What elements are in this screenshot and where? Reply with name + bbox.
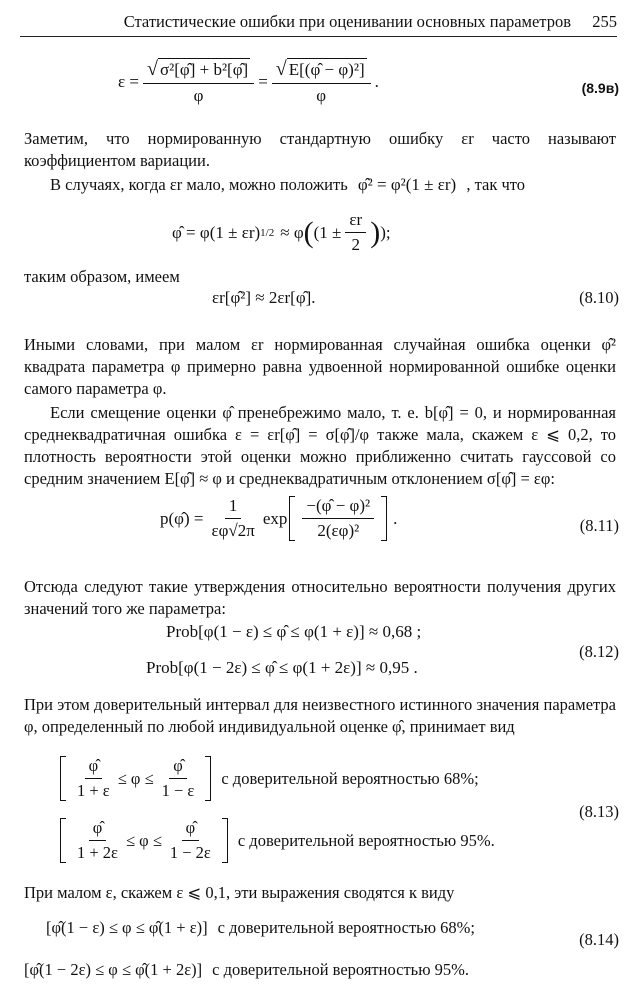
eq-8-10-number: (8.10): [579, 288, 619, 307]
eq-8-9v-number: (8.9в): [581, 80, 619, 96]
eq-8-11-trail: .: [393, 508, 398, 528]
para2-text: В случаях, когда εr мало, можно положить: [50, 175, 348, 194]
paragraph-small-epsilon: При малом ε, скажем ε ⩽ 0,1, эти выражения сводятся к виду: [24, 883, 455, 902]
eq-8-11-den: εφ√2π: [211, 521, 255, 540]
equation-8-11: [0, 496, 639, 566]
eq-8-13-a-mid: ≤ φ ≤: [117, 768, 154, 788]
eq-8-14-row-2: [24, 960, 469, 980]
eq-8-11-fraction: [207, 496, 258, 541]
eq-8-9v-lhs: ε =: [118, 72, 139, 91]
eq-approx-open: (1 ±: [313, 222, 342, 242]
eq-8-9v-fraction-2: $\frac{\text{√ E[(φ̂ − φ)²]}}{\varphi}$: [272, 58, 371, 106]
eq-approx-den: 2: [351, 235, 361, 254]
equation-approximation: φ̂ = φ(1 ± εr) 1/2 ≈ φ ( (1 ± $\frac{\varepsilon r}{2}$ ) );: [172, 210, 391, 254]
running-head: Статистические ошибки при оценивании основных параметров: [123, 12, 571, 31]
eq-8-9v-fraction-1: $\frac{\text{√ σ²[φ̂] + b²[φ̂]}}{\varphi}$: [143, 58, 254, 106]
eq-8-13-b-num-1: φ̂: [89, 818, 107, 841]
eq-8-11-inner-den: 2(εφ)²: [317, 521, 360, 540]
eq-8-14-row-1: [46, 918, 475, 938]
equation-8-10: [0, 288, 639, 316]
paragraph-consequently: Отсюда следуют такие утверждения относительно вероятности получения других значений того же параметра:: [24, 577, 616, 618]
eq-8-13-b-mid: ≤ φ ≤: [125, 830, 162, 850]
eq-8-13-b-text: с доверительной вероятностью 95%.: [237, 830, 495, 850]
eq-8-12-line-1: Prob[φ(1 − ε) ≤ φ̂ ≤ φ(1 + ε)] ≈ 0,68 ;: [166, 622, 422, 641]
eq-approx-num: εr: [345, 210, 366, 233]
equation-8-13: [0, 756, 639, 876]
para2-formula: φ̂² = φ²(1 ± εr): [357, 175, 457, 194]
eq-8-14-line-1: [φ̂(1 − ε) ≤ φ ≤ φ̂(1 + ε)]: [46, 918, 208, 937]
eq-8-13-row-a: [60, 756, 479, 801]
paragraph-coefficient-of-variation: Заметим, что нормированную стандартную ошибку εr часто называют коэффициентом вариации.: [24, 129, 616, 170]
eq-8-9v-trail: .: [374, 72, 379, 91]
eq-8-11-inner-num: −(φ̂ − φ)²: [302, 496, 374, 519]
eq-8-13-a-num-1: φ̂: [85, 756, 103, 779]
eq-approx-close: );: [380, 222, 391, 242]
equation-8-9v: [0, 50, 639, 126]
eq-8-9v-den-1: φ: [193, 86, 204, 105]
eq-8-11-exp: exp: [262, 508, 288, 528]
eq-8-11-inner-fraction: [302, 496, 374, 541]
equation-8-14: [0, 918, 639, 988]
eq-8-9v-equals: =: [258, 72, 268, 91]
eq-8-9v-den-2: φ: [316, 86, 327, 105]
eq-8-14-number: (8.14): [579, 930, 619, 949]
eq-8-10-body: εr[φ̂²] ≈ 2εr[φ̂].: [212, 288, 316, 307]
eq-8-13-a-text: с доверительной вероятностью 68%;: [221, 768, 479, 788]
eq-8-13-row-b: [60, 818, 495, 863]
paragraph-bias-negligible: Если смещение оценки φ̂ пренебрежимо мало, т. е. b[φ̂] = 0, и нормированная среднеквадратичная ошибка ε = εr[φ̂] = σ[φ̂]/φ также мала, скажем ε ⩽ 0,2, то плотность вероятности этой оценки можно приближенно считать гауссовой со средним значением E[φ̂] ≈ φ и среднеквадратичным отклонением σ[φ̂] = εφ:: [24, 403, 616, 488]
eq-8-11-num: 1: [225, 496, 242, 519]
paragraph-confidence-interval: При этом доверительный интервал для неизвестного истинного значения параметра φ, определенный по любой индивидуальной оценке φ̂, принимает вид: [24, 695, 616, 736]
eq-8-13-b-num-2: φ̂: [182, 818, 200, 841]
equation-8-12: [0, 620, 639, 690]
para2-tail: , так что: [466, 175, 526, 194]
eq-8-12-number: (8.12): [579, 642, 619, 661]
eq-8-14-text-2: с доверительной вероятностью 95%.: [212, 960, 470, 979]
eq-8-11-lhs: p(φ̂) =: [160, 508, 204, 528]
eq-8-13-a-den-1: 1 + ε: [77, 781, 110, 800]
eq-approx-fraction: [345, 210, 366, 255]
eq-approx-approx: ≈ φ: [280, 222, 304, 242]
eq-8-13-b-den-2: 1 − 2ε: [169, 843, 211, 862]
page-number: 255: [592, 12, 617, 31]
eq-8-13-a-num-2: φ̂: [169, 756, 187, 779]
eq-8-13-a-den-2: 1 − ε: [161, 781, 195, 800]
eq-8-13-number: (8.13): [579, 802, 619, 821]
eq-8-13-b-den-1: 1 + 2ε: [77, 843, 118, 862]
paragraph-small-error: [24, 174, 616, 196]
eq-8-9v-num-1: σ²[φ̂] + b²[φ̂]: [159, 60, 249, 79]
eq-approx-exponent: 1/2: [260, 226, 275, 239]
page-header: [20, 10, 617, 37]
eq-8-14-text-1: с доверительной вероятностью 68%;: [217, 918, 475, 937]
eq-approx-lhs: φ̂ = φ(1 ± εr): [172, 222, 261, 242]
eq-8-9v-num-2: E[(φ̂ − φ)²]: [288, 60, 365, 79]
eq-8-14-line-2: [φ̂(1 − 2ε) ≤ φ ≤ φ̂(1 + 2ε)]: [24, 960, 203, 979]
eq-8-12-line-2: Prob[φ(1 − 2ε) ≤ φ̂ ≤ φ(1 + 2ε)] ≈ 0,95 .: [146, 658, 418, 677]
paragraph-thus: таким образом, имеем: [24, 267, 180, 286]
paragraph-in-other-words: Иными словами, при малом εr нормированная случайная ошибка оценки φ̂² квадрата параметра φ примерно равна удвоенной нормированной ошибке оценки самого параметра φ.: [24, 335, 616, 398]
eq-8-11-number: (8.11): [579, 516, 619, 535]
